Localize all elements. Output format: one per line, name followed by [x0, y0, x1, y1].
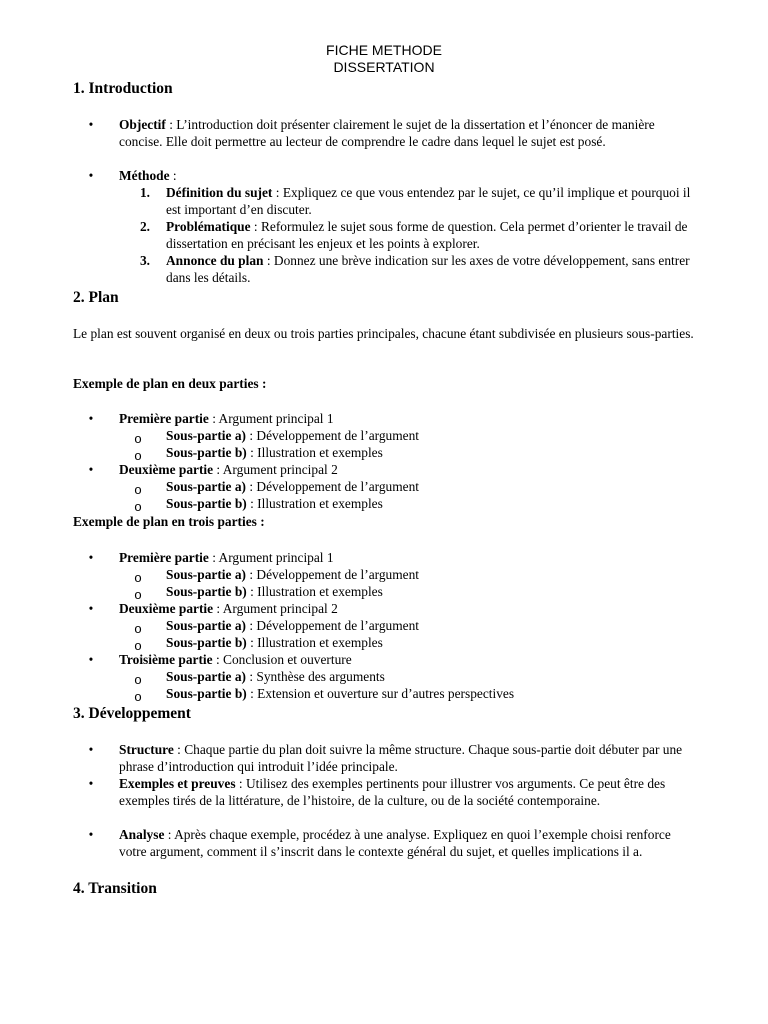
list-item-premiere-partie	[119, 410, 699, 427]
item-text: :	[169, 168, 177, 183]
sub-text: : Extension et ouverture sur d’autres perspectives	[246, 686, 515, 701]
sub-item	[166, 668, 686, 685]
sub-label: Sous-partie a)	[166, 567, 246, 582]
item-label: Deuxième partie	[119, 601, 214, 616]
item-label: Première partie	[119, 550, 209, 565]
step-text: : Expliquez ce que vous entendez par le sujet, ce qu’il implique et pourquoi il est important d’en discuter.	[166, 185, 691, 217]
circle-bullet-icon: o	[134, 621, 142, 636]
item-label: Deuxième partie	[119, 462, 214, 477]
item-text: : Argument principal 2	[213, 462, 338, 477]
step-problematique	[166, 218, 696, 252]
bullet-icon: •	[88, 462, 94, 477]
sub-label: Sous-partie b)	[166, 496, 247, 511]
bullet-icon: •	[88, 742, 94, 757]
heading-introduction: 1. Introduction	[73, 80, 173, 97]
sub-item	[166, 685, 686, 702]
sub-item	[166, 566, 686, 583]
sub-item	[166, 634, 686, 651]
bullet-icon: •	[88, 601, 94, 616]
sub-item	[166, 617, 686, 634]
item-text: : L’introduction doit présenter clairement le sujet de la dissertation et l’énoncer de manière concise. Elle doit permettre au lecteur de comprendre le cadre dans lequel le sujet est posé.	[119, 117, 655, 149]
item-text: : Argument principal 2	[213, 601, 338, 616]
bullet-icon: •	[88, 776, 94, 791]
circle-bullet-icon: o	[134, 570, 142, 585]
circle-bullet-icon: o	[134, 431, 142, 446]
list-item-exemples	[119, 775, 699, 809]
bullet-icon: •	[88, 117, 94, 132]
sub-item	[166, 495, 686, 512]
step-definition	[166, 184, 696, 218]
item-label: Exemples et preuves	[119, 776, 236, 791]
sub-item	[166, 583, 686, 600]
step-number: 1.	[139, 185, 150, 200]
sub-item	[166, 478, 686, 495]
circle-bullet-icon: o	[134, 448, 142, 463]
sub-label: Sous-partie b)	[166, 635, 247, 650]
step-label: Annonce du plan	[166, 253, 264, 268]
heading-plan: 2. Plan	[73, 289, 119, 306]
item-text: : Argument principal 1	[208, 550, 334, 565]
step-annonce	[166, 252, 696, 286]
bullet-icon: •	[88, 652, 94, 667]
sub-text: : Illustration et exemples	[246, 496, 383, 511]
item-label: Troisième partie	[119, 652, 213, 667]
sub-label: Sous-partie a)	[166, 618, 246, 633]
sub-text: : Illustration et exemples	[246, 635, 383, 650]
list-item-premiere-partie	[119, 549, 699, 566]
example-three-parts-title: Exemple de plan en trois parties :	[73, 514, 265, 529]
sub-item	[166, 444, 686, 461]
step-number: 2.	[139, 219, 150, 234]
circle-bullet-icon: o	[134, 689, 142, 704]
step-text: : Donnez une brève indication sur les axes de votre développement, sans entrer dans les détails.	[166, 253, 690, 285]
step-number: 3.	[139, 253, 150, 268]
sub-item	[166, 427, 686, 444]
list-item-methode	[119, 167, 699, 184]
heading-developpement: 3. Développement	[73, 705, 191, 722]
sub-label: Sous-partie b)	[166, 445, 247, 460]
heading-transition: 4. Transition	[73, 880, 157, 897]
list-item-objectif	[119, 116, 699, 150]
sub-text: : Développement de l’argument	[245, 479, 420, 494]
sub-label: Sous-partie a)	[166, 479, 246, 494]
circle-bullet-icon: o	[134, 672, 142, 687]
sub-label: Sous-partie b)	[166, 584, 247, 599]
item-text: : Argument principal 1	[208, 411, 334, 426]
sub-label: Sous-partie a)	[166, 428, 246, 443]
list-item-analyse	[119, 826, 699, 860]
sub-text: : Développement de l’argument	[245, 567, 420, 582]
item-text: : Utilisez des exemples pertinents pour illustrer vos arguments. Ce peut être des exemples tirés de la littérature, de l’histoire, de la culture, ou de la société contemporaine.	[119, 776, 666, 808]
circle-bullet-icon: o	[134, 638, 142, 653]
bullet-icon: •	[88, 168, 94, 183]
sub-label: Sous-partie b)	[166, 686, 247, 701]
list-item-troisieme-partie	[119, 651, 699, 668]
title-line-1: FICHE METHODE	[326, 42, 442, 58]
item-label: Objectif	[119, 117, 166, 132]
list-item-deuxieme-partie	[119, 461, 699, 478]
bullet-icon: •	[88, 550, 94, 565]
circle-bullet-icon: o	[134, 482, 142, 497]
sub-text: : Illustration et exemples	[246, 445, 383, 460]
item-label: Première partie	[119, 411, 209, 426]
sub-text: : Illustration et exemples	[246, 584, 383, 599]
item-label: Structure	[119, 742, 174, 757]
list-item-deuxieme-partie	[119, 600, 699, 617]
step-label: Problématique	[166, 219, 251, 234]
item-label: Analyse	[119, 827, 165, 842]
circle-bullet-icon: o	[134, 587, 142, 602]
item-text: : Conclusion et ouverture	[212, 652, 352, 667]
sub-text: : Développement de l’argument	[245, 618, 420, 633]
step-text: : Reformulez le sujet sous forme de question. Cela permet d’orienter le travail de dissertation en précisant les enjeux et les points à explorer.	[166, 219, 688, 251]
item-text: : Après chaque exemple, procédez à une analyse. Expliquez en quoi l’exemple choisi renforce votre argument, comment il s’inscrit dans le contexte général du sujet, et quelles implications il a.	[119, 827, 671, 859]
list-item-structure	[119, 741, 699, 775]
step-label: Définition du sujet	[166, 185, 273, 200]
item-label: Méthode	[119, 168, 170, 183]
sub-text: : Développement de l’argument	[245, 428, 420, 443]
item-text: : Chaque partie du plan doit suivre la même structure. Chaque sous-partie doit débuter par une phrase d’introduction qui introduit l’idée principale.	[119, 742, 683, 774]
sub-label: Sous-partie a)	[166, 669, 246, 684]
bullet-icon: •	[88, 411, 94, 426]
circle-bullet-icon: o	[134, 499, 142, 514]
example-two-parts-title: Exemple de plan en deux parties :	[73, 376, 267, 391]
title-line-2: DISSERTATION	[333, 58, 435, 75]
plan-intro: Le plan est souvent organisé en deux ou trois parties principales, chacune étant subdivisée en plusieurs sous-parties.	[73, 326, 694, 341]
sub-text: : Synthèse des arguments	[245, 669, 385, 684]
document-title	[0, 42, 768, 75]
bullet-icon: •	[88, 827, 94, 842]
